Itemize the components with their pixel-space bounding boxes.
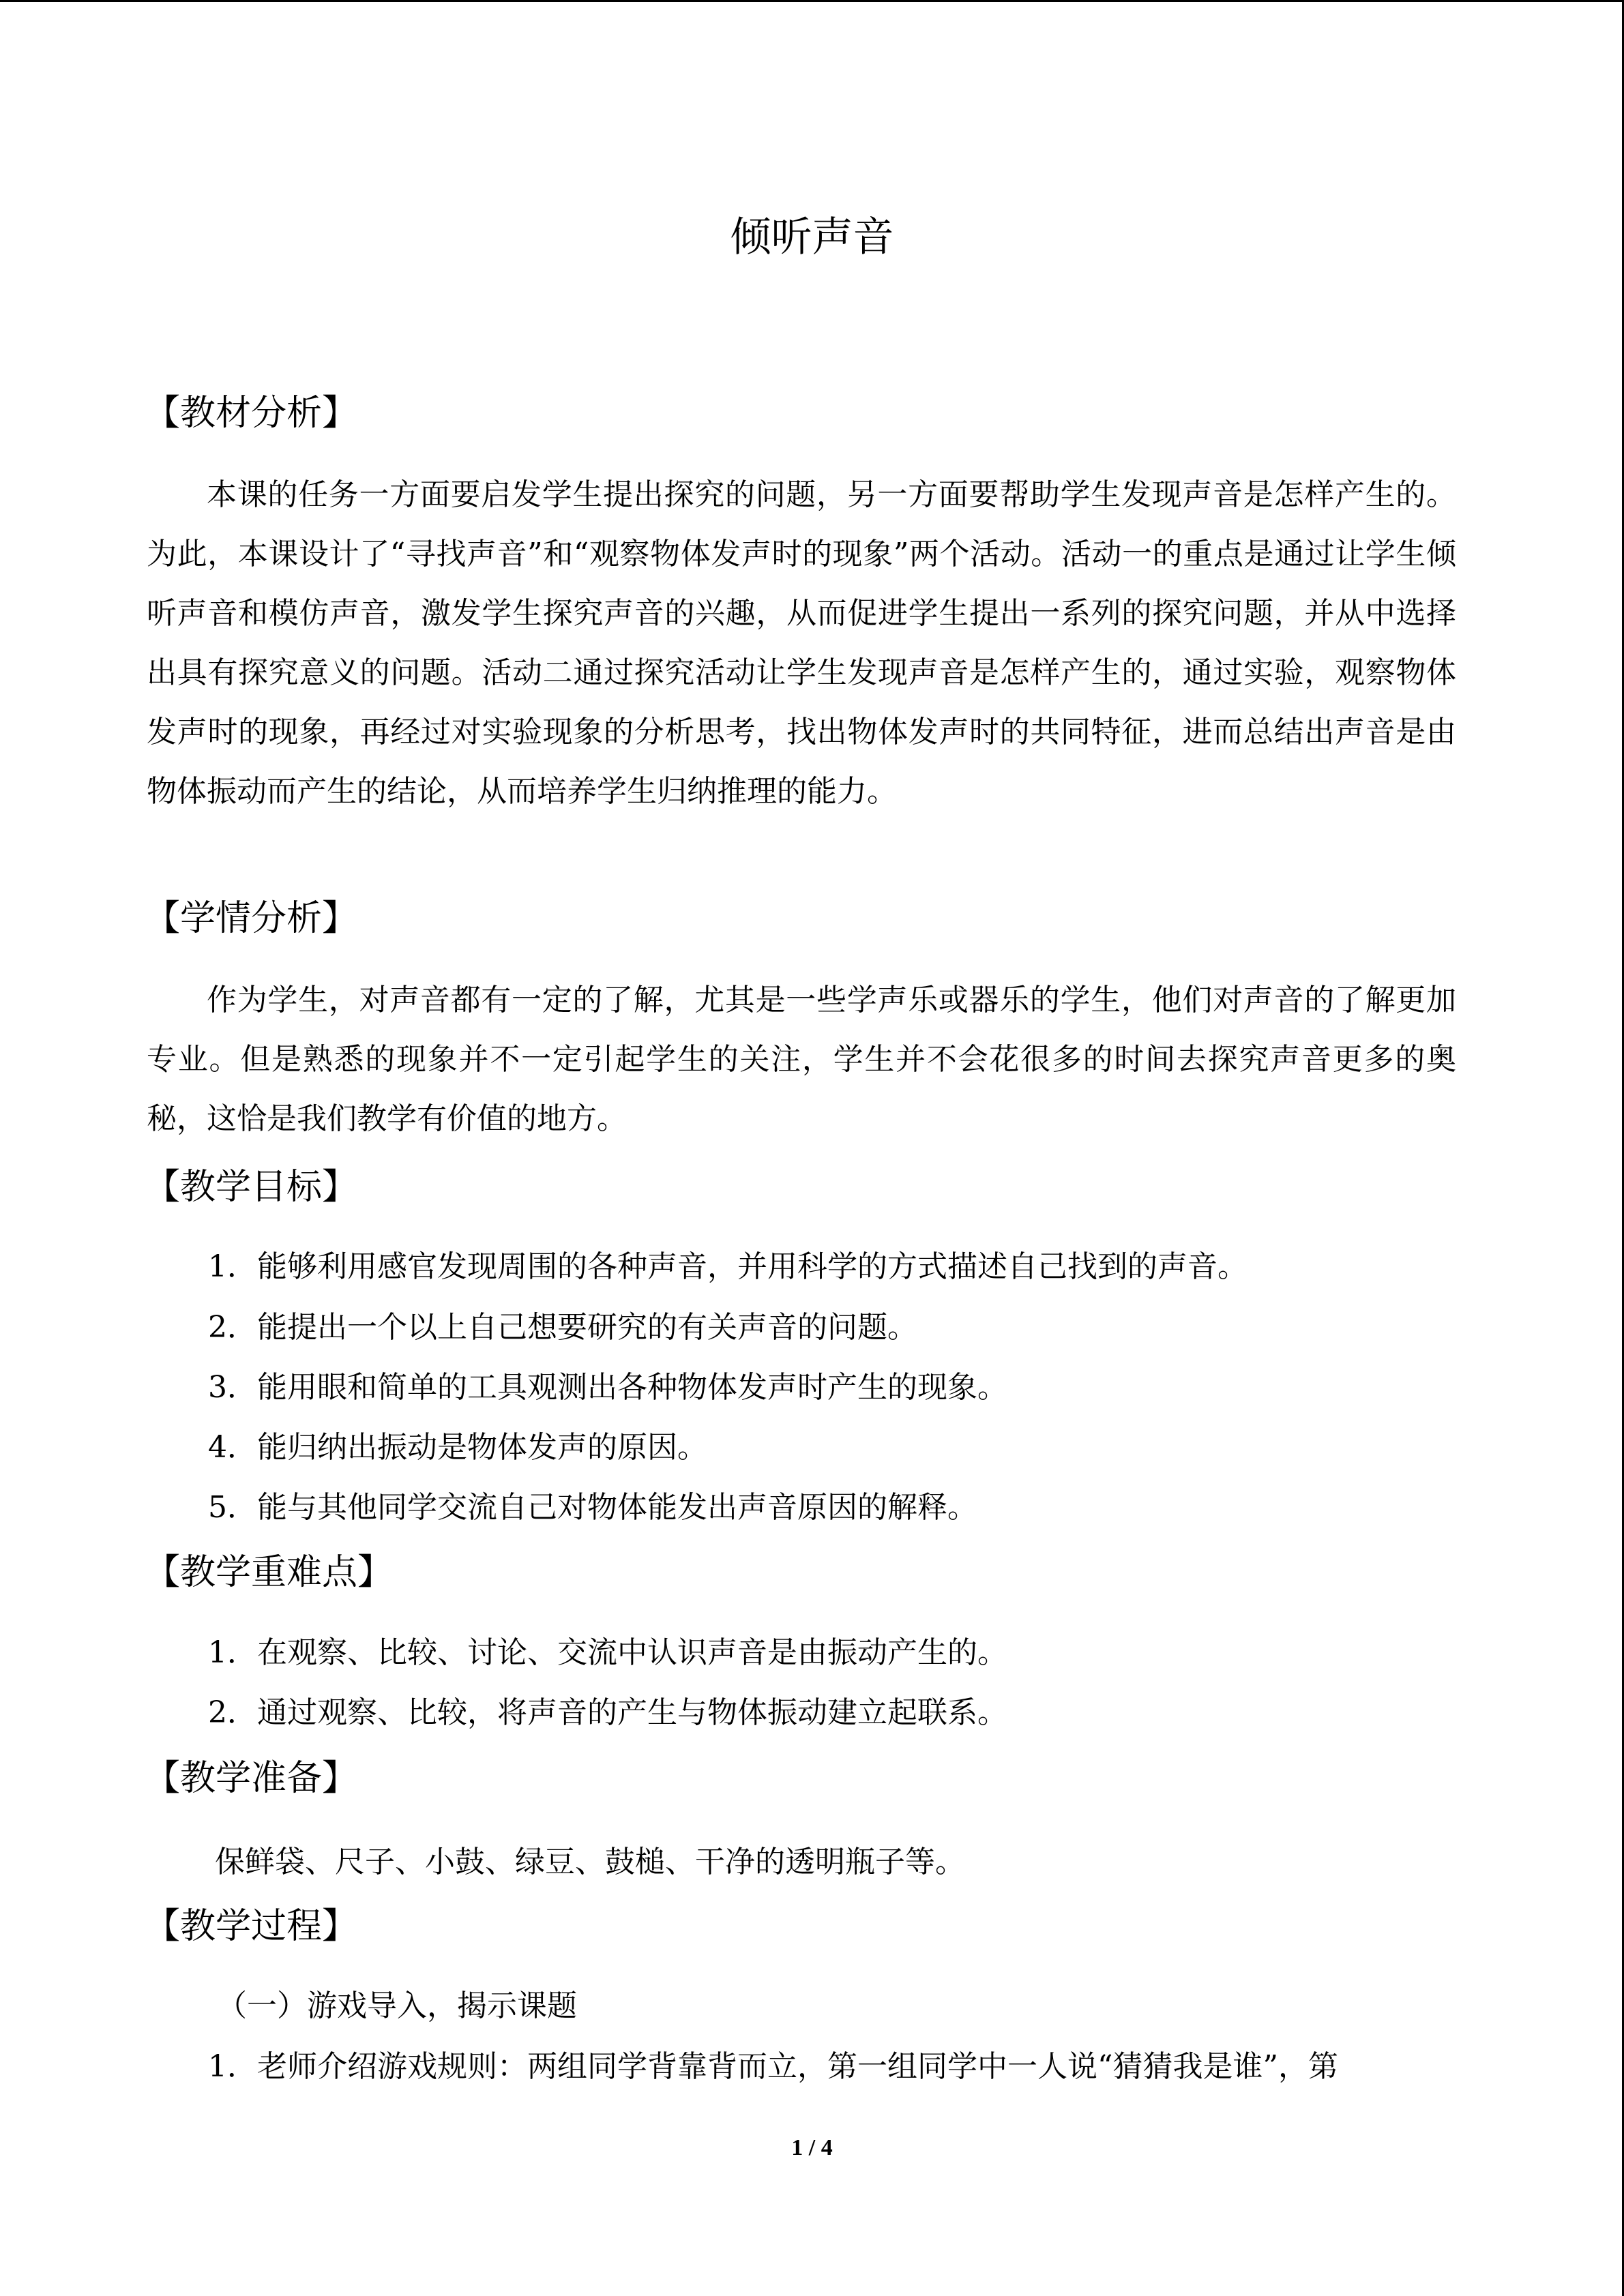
- objective-item: 3．能用眼和简单的工具观测出各种物体发声时产生的现象。: [208, 1370, 1007, 1405]
- page-number: 1 / 4: [791, 2135, 833, 2160]
- section-heading-textbook-analysis: 【教材分析】: [145, 393, 358, 434]
- section-heading-process: 【教学过程】: [145, 1906, 358, 1947]
- student-analysis-paragraph: 作为学生，对声音都有一定的了解，尤其是一些学声乐或器乐的学生，他们对声音的了解更加专业。但是熟悉的现象并不一定引起学生的关注，学生并不会花很多的时间去探究声音更多的奥秘，这恰是我们教学有价值的地方。: [147, 983, 1456, 1136]
- page-title: 倾听声音: [730, 213, 894, 261]
- objective-item: 2．能提出一个以上自己想要研究的有关声音的问题。: [208, 1310, 917, 1345]
- key-point-item: 1．在观察、比较、讨论、交流中认识声音是由振动产生的。: [208, 1635, 1007, 1670]
- process-step-item: 1．老师介绍游戏规则：两组同学背靠背而立，第一组同学中一人说“猜猜我是谁”，第: [208, 2049, 1338, 2084]
- section-heading-key-points: 【教学重难点】: [145, 1552, 394, 1593]
- key-point-item: 2．通过观察、比较，将声音的产生与物体振动建立起联系。: [208, 1695, 1007, 1730]
- objective-item: 5．能与其他同学交流自己对物体能发出声音原因的解释。: [208, 1490, 977, 1525]
- section-heading-objectives: 【教学目标】: [145, 1167, 358, 1208]
- section-heading-preparation: 【教学准备】: [145, 1758, 358, 1799]
- objective-item: 1．能够利用感官发现周围的各种声音，并用科学的方式描述自己找到的声音。: [208, 1249, 1247, 1284]
- preparation-paragraph: 保鲜袋、尺子、小鼓、绿豆、鼓槌、干净的透明瓶子等。: [215, 1845, 965, 1879]
- section-heading-student-analysis: 【学情分析】: [145, 898, 358, 939]
- objective-item: 4．能归纳出振动是物体发声的原因。: [208, 1430, 707, 1465]
- textbook-analysis-paragraph: 本课的任务一方面要启发学生提出探究的问题，另一方面要帮助学生发现声音是怎样产生的。为此，本课设计了“寻找声音”和“观察物体发声时的现象”两个活动。活动一的重点是通过让学生倾听声音和模仿声音，激发学生探究声音的兴趣，从而促进学生提出一系列的探究问题，并从中选择出具有探究意义的问题。活动二通过探究活动让学生发现声音是怎样产生的，通过实验，观察物体发声时的现象，再经过对实验现象的分析思考，找出物体发声时的共同特征，进而总结出声音是由物体振动而产生的结论，从而培养学生归纳推理的能力。: [147, 477, 1456, 809]
- process-subheading: （一）游戏导入，揭示课题: [217, 1988, 577, 2023]
